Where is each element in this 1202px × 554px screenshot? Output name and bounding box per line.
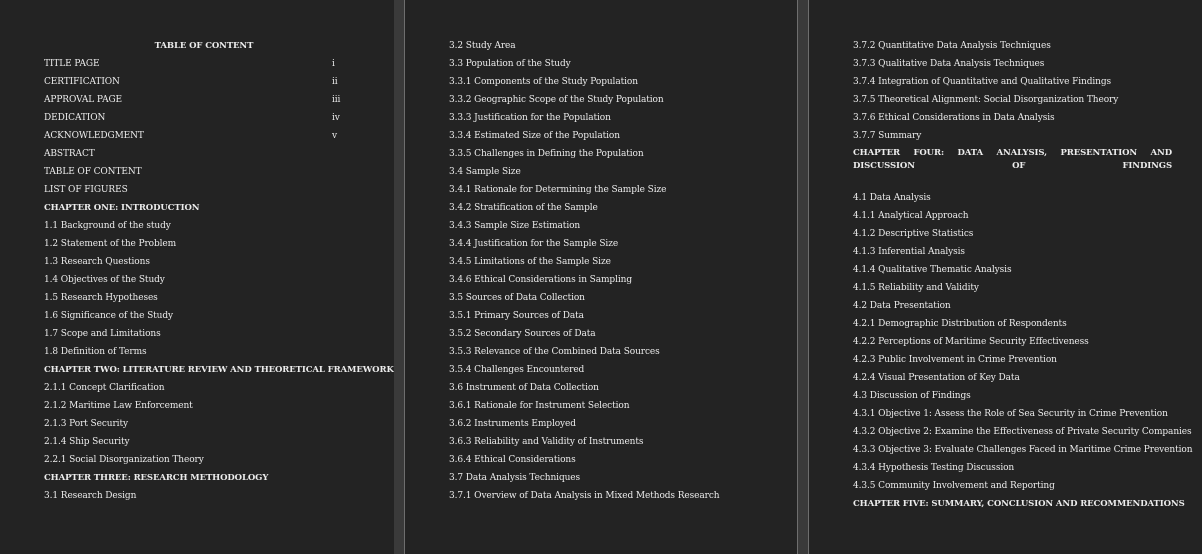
toc-entry-title: 3.6.2 Instruments Employed — [449, 419, 576, 429]
toc-entry-title: 2.1.3 Port Security — [44, 419, 128, 429]
toc-page-number: iv — [332, 113, 340, 123]
toc-entry-title: 4.1.3 Inferential Analysis — [853, 247, 965, 257]
toc-entry — [449, 271, 767, 289]
toc-entry — [449, 109, 767, 127]
chapter-heading — [44, 361, 394, 379]
toc-page-number: v — [332, 131, 337, 141]
toc-entry — [853, 477, 1172, 495]
toc-entry-title: 3.3.3 Justification for the Population — [449, 113, 611, 123]
toc-entry-title: 3.6.3 Reliability and Validity of Instruments — [449, 437, 644, 447]
toc-entry-title: APPROVAL PAGE — [44, 95, 123, 105]
toc-entry-title: 1.6 Significance of the Study — [44, 311, 174, 321]
toc-entry — [449, 181, 767, 199]
toc-entry-title: 4.2.4 Visual Presentation of Key Data — [853, 373, 1020, 383]
chapter-heading — [853, 145, 1172, 189]
toc-entry-title: 3.3 Population of the Study — [449, 59, 571, 69]
toc-entry-title: TABLE OF CONTENT — [44, 167, 142, 177]
toc-entry — [853, 73, 1172, 91]
toc-entry — [44, 433, 364, 451]
toc-entry-title: CHAPTER THREE: RESEARCH METHODOLOGY — [44, 473, 269, 483]
toc-entry — [853, 297, 1172, 315]
document-page-1 — [0, 0, 394, 554]
toc-entry-title: 4.3.5 Community Involvement and Reporting — [853, 481, 1055, 491]
toc-entry — [44, 253, 364, 271]
toc-entry-title: 3.7.1 Overview of Data Analysis in Mixed Methods Research — [449, 491, 720, 501]
toc-entry — [853, 37, 1172, 55]
toc-entry — [44, 181, 364, 199]
toc-entry-title: LIST OF FIGURES — [44, 185, 128, 195]
toc-entry — [853, 109, 1172, 127]
toc-entry — [449, 37, 767, 55]
toc-entry-title: 3.4.1 Rationale for Determining the Sample Size — [449, 185, 667, 195]
toc-entry-title: 3.5.2 Secondary Sources of Data — [449, 329, 596, 339]
toc-entry — [449, 217, 767, 235]
toc-entry-title: DEDICATION — [44, 113, 106, 123]
toc-entry — [853, 315, 1172, 333]
toc-entry-title: 4.2.3 Public Involvement in Crime Prevention — [853, 355, 1057, 365]
toc-entry — [44, 343, 364, 361]
toc-entry-title: 1.4 Objectives of the Study — [44, 275, 165, 285]
toc-entry — [449, 73, 767, 91]
toc-entry — [853, 91, 1172, 109]
toc-entry — [853, 423, 1192, 441]
toc-entry — [853, 207, 1172, 225]
toc-entry-title: 3.5 Sources of Data Collection — [449, 293, 585, 303]
toc-entry-title: 4.3.2 Objective 2: Examine the Effectiveness of Private Security Companies — [853, 427, 1192, 437]
toc-entry-title: 3.5.1 Primary Sources of Data — [449, 311, 584, 321]
toc-entry — [449, 487, 767, 505]
toc-entry — [853, 127, 1172, 145]
toc-entry — [44, 307, 364, 325]
toc-entry — [449, 145, 767, 163]
toc-entry — [44, 451, 364, 469]
toc-entry — [449, 55, 767, 73]
toc-list — [449, 37, 767, 505]
toc-entry — [853, 387, 1172, 405]
toc-entry-title: 3.7.5 Theoretical Alignment: Social Disorganization Theory — [853, 95, 1119, 105]
toc-entry-title: 3.4.2 Stratification of the Sample — [449, 203, 598, 213]
toc-entry — [44, 487, 364, 505]
page-gap — [798, 0, 808, 554]
toc-entry-title: 1.8 Definition of Terms — [44, 347, 147, 357]
toc-entry — [44, 217, 364, 235]
toc-page-number: iii — [332, 95, 341, 105]
toc-entry-title: 4.3.3 Objective 3: Evaluate Challenges Faced in Maritime Crime Prevention — [853, 445, 1193, 455]
toc-entry — [44, 55, 364, 73]
toc-entry — [449, 433, 767, 451]
toc-entry-title: 1.3 Research Questions — [44, 257, 150, 267]
toc-entry — [449, 325, 767, 343]
toc-entry — [449, 91, 767, 109]
toc-entry-title: 4.2.1 Demographic Distribution of Respondents — [853, 319, 1067, 329]
toc-entry-title: CHAPTER FIVE: SUMMARY, CONCLUSION AND RECOMMENDATIONS — [853, 499, 1185, 509]
toc-heading: TABLE OF CONTENT — [154, 41, 254, 51]
toc-entry-title: 1.1 Background of the study — [44, 221, 171, 231]
toc-entry-title: 4.2 Data Presentation — [853, 301, 951, 311]
toc-entry — [853, 225, 1172, 243]
toc-entry — [853, 333, 1172, 351]
toc-entry-title: 3.5.3 Relevance of the Combined Data Sources — [449, 347, 660, 357]
toc-entry — [44, 91, 364, 109]
toc-entry — [449, 253, 767, 271]
toc-entry-title: 3.6 Instrument of Data Collection — [449, 383, 599, 393]
toc-entry-title: 3.4 Sample Size — [449, 167, 521, 177]
toc-entry-title: 3.7.7 Summary — [853, 131, 922, 141]
toc-entry — [44, 271, 364, 289]
toc-entry — [853, 351, 1172, 369]
toc-entry-title: 3.5.4 Challenges Encountered — [449, 365, 585, 375]
toc-entry — [449, 127, 767, 145]
toc-page-number: i — [332, 59, 335, 69]
toc-entry — [44, 379, 364, 397]
toc-entry — [853, 441, 1193, 459]
toc-entry-title: 4.1.4 Qualitative Thematic Analysis — [853, 265, 1012, 275]
toc-entry — [449, 415, 767, 433]
toc-entry-title: CHAPTER FOUR: DATA ANALYSIS, PRESENTATION AND DISCUSSION OF FINDINGS — [853, 148, 1172, 171]
toc-entry-title: CHAPTER TWO: LITERATURE REVIEW AND THEORETICAL FRAMEWORK — [44, 365, 394, 375]
toc-entry-title: 3.4.5 Limitations of the Sample Size — [449, 257, 611, 267]
document-page-3 — [808, 0, 1202, 554]
toc-entry-title: 3.2 Study Area — [449, 41, 516, 51]
toc-entry — [44, 289, 364, 307]
toc-entry-title: 3.3.1 Components of the Study Population — [449, 77, 638, 87]
toc-entry-title: 2.1.4 Ship Security — [44, 437, 130, 447]
toc-entry-title: 1.7 Scope and Limitations — [44, 329, 161, 339]
toc-entry — [449, 199, 767, 217]
toc-entry-title: 3.3.2 Geographic Scope of the Study Population — [449, 95, 664, 105]
toc-entry — [449, 469, 767, 487]
chapter-heading — [44, 469, 364, 487]
toc-entry-title: 3.7 Data Analysis Techniques — [449, 473, 581, 483]
toc-entry — [44, 73, 364, 91]
toc-entry — [44, 127, 364, 145]
toc-entry — [449, 163, 767, 181]
toc-entry-title: 3.7.3 Qualitative Data Analysis Techniques — [853, 59, 1045, 69]
toc-entry — [44, 397, 364, 415]
chapter-heading — [853, 495, 1185, 513]
toc-entry-title: 4.3.4 Hypothesis Testing Discussion — [853, 463, 1015, 473]
toc-entry-title: TITLE PAGE — [44, 59, 100, 69]
toc-entry-title: 1.5 Research Hypotheses — [44, 293, 158, 303]
toc-entry — [853, 243, 1172, 261]
toc-entry-title: 4.3.1 Objective 1: Assess the Role of Sea Security in Crime Prevention — [853, 409, 1168, 419]
toc-entry — [449, 235, 767, 253]
toc-entry — [449, 397, 767, 415]
toc-entry — [44, 325, 364, 343]
chapter-heading — [44, 199, 364, 217]
toc-entry-title: 3.3.5 Challenges in Defining the Population — [449, 149, 644, 159]
toc-entry — [449, 361, 767, 379]
toc-entry-title: 3.7.2 Quantitative Data Analysis Techniques — [853, 41, 1051, 51]
toc-entry-title: CERTIFICATION — [44, 77, 120, 87]
toc-entry-title: 3.4.3 Sample Size Estimation — [449, 221, 581, 231]
page-gap — [394, 0, 404, 554]
toc-entry — [44, 235, 364, 253]
toc-entry-title: 4.2.2 Perceptions of Maritime Security Effectiveness — [853, 337, 1089, 347]
toc-entry-title: 3.6.1 Rationale for Instrument Selection — [449, 401, 630, 411]
toc-entry-title: 2.1.1 Concept Clarification — [44, 383, 165, 393]
toc-entry — [449, 451, 767, 469]
toc-entry — [853, 279, 1172, 297]
toc-entry-title: ACKNOWLEDGMENT — [44, 131, 144, 141]
toc-entry-title: 1.2 Statement of the Problem — [44, 239, 177, 249]
toc-entry — [449, 307, 767, 325]
toc-entry — [44, 109, 364, 127]
toc-entry-title: 2.2.1 Social Disorganization Theory — [44, 455, 204, 465]
toc-list — [44, 37, 394, 505]
toc-entry — [853, 55, 1172, 73]
toc-entry-title: 3.7.6 Ethical Considerations in Data Analysis — [853, 113, 1055, 123]
toc-entry — [853, 459, 1172, 477]
toc-entry-title: 2.1.2 Maritime Law Enforcement — [44, 401, 193, 411]
toc-entry-title: 3.3.4 Estimated Size of the Population — [449, 131, 620, 141]
toc-entry-title: CHAPTER ONE: INTRODUCTION — [44, 203, 200, 213]
toc-entry — [44, 145, 364, 163]
toc-entry — [449, 343, 767, 361]
toc-entry — [853, 405, 1172, 423]
toc-entry-title: 3.6.4 Ethical Considerations — [449, 455, 576, 465]
toc-entry-title: ABSTRACT — [44, 149, 95, 159]
toc-entry — [449, 379, 767, 397]
toc-entry — [44, 415, 364, 433]
toc-entry-title: 4.1 Data Analysis — [853, 193, 931, 203]
toc-list — [853, 37, 1193, 513]
toc-entry-title: 3.7.4 Integration of Quantitative and Qualitative Findings — [853, 77, 1112, 87]
toc-entry-title: 4.3 Discussion of Findings — [853, 391, 971, 401]
toc-entry-title: 4.1.2 Descriptive Statistics — [853, 229, 974, 239]
toc-entry-title: 3.4.6 Ethical Considerations in Sampling — [449, 275, 632, 285]
toc-entry — [853, 369, 1172, 387]
document-page-2 — [404, 0, 798, 554]
toc-entry-title: 4.1.1 Analytical Approach — [853, 211, 969, 221]
toc-entry — [44, 163, 364, 181]
toc-entry-title: 3.4.4 Justification for the Sample Size — [449, 239, 619, 249]
toc-page-number: ii — [332, 77, 338, 87]
toc-entry-title: 3.1 Research Design — [44, 491, 137, 501]
toc-entry — [449, 289, 767, 307]
toc-entry — [853, 189, 1172, 207]
toc-entry-title: 4.1.5 Reliability and Validity — [853, 283, 979, 293]
toc-entry — [853, 261, 1172, 279]
